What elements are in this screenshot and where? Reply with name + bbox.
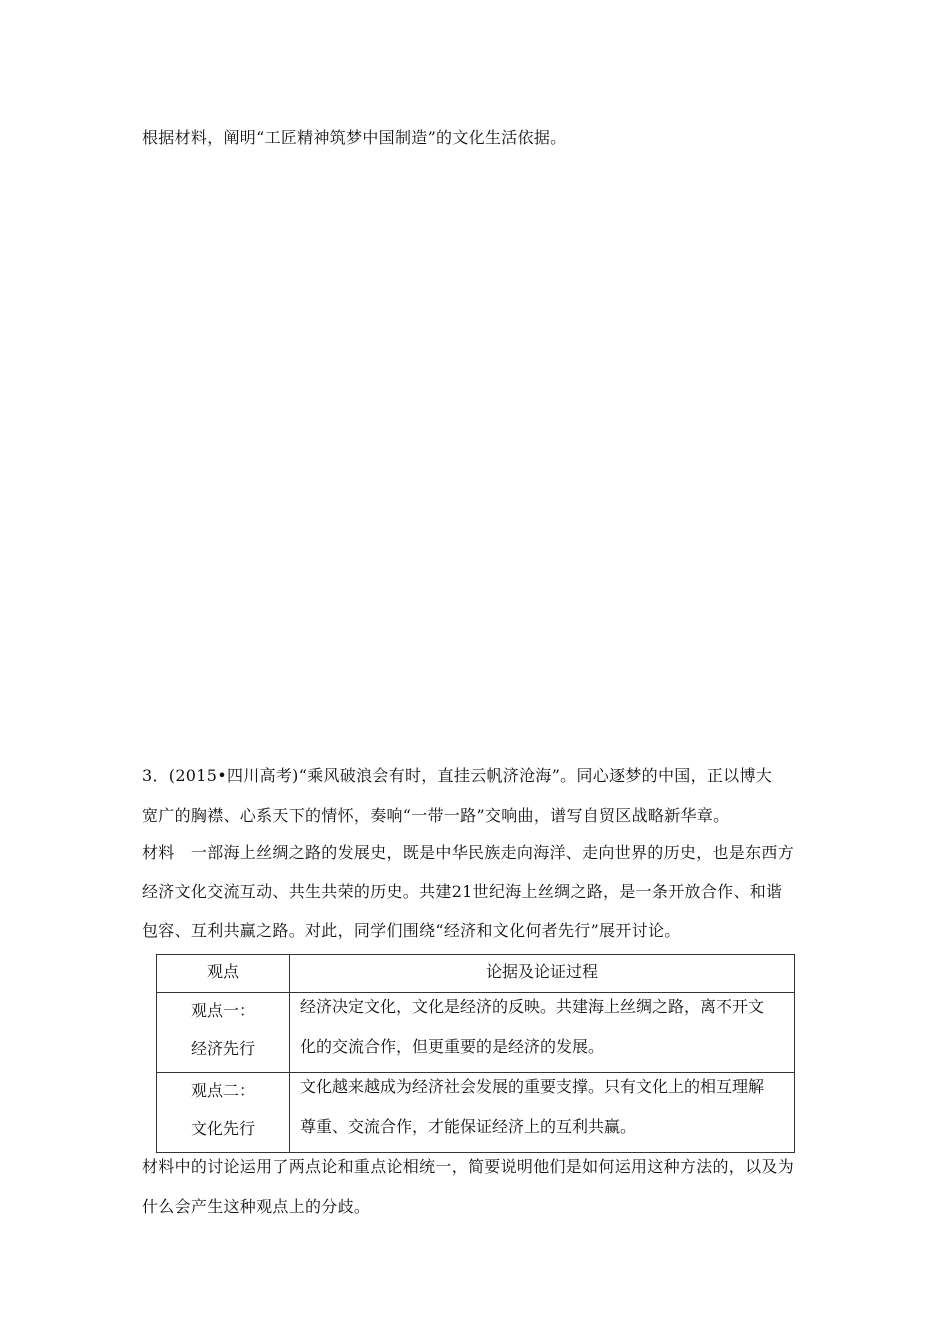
q3-material-line-1: 材料 一部海上丝绸之路的发展史，既是中华民族走向海洋、走向世界的历史，也是东西方 — [142, 843, 795, 862]
viewpoint-name: 经济先行 — [190, 1039, 255, 1058]
q2-prompt: 根据材料，阐明“工匠精神筑梦中国制造”的文化生活依据。 — [142, 128, 567, 147]
q3-material-line-2: 经济文化交流互动、共生共荣的历史。共建21世纪海上丝绸之路，是一条开放合作、和谐 — [142, 882, 783, 901]
argument-cell — [290, 1073, 795, 1153]
q3-intro-line-2: 宽广的胸襟、心系天下的情怀，奏响“一带一路”交响曲，谱写自贸区战略新华章。 — [142, 806, 730, 825]
argument-line: 文化越来越成为经济社会发展的重要支撑。只有文化上的相互理解 — [300, 1077, 765, 1096]
q3-question-line-2: 什么会产生这种观点上的分歧。 — [142, 1197, 371, 1216]
header-viewpoint: 观点 — [157, 955, 290, 993]
q3-intro-line-1: 3．(2015•四川高考)“乘风破浪会有时，直挂云帆济沧海”。同心逐梦的中国，正以博大 — [142, 766, 773, 785]
table-header-row — [157, 955, 795, 993]
argument-line: 经济决定文化，文化是经济的反映。共建海上丝绸之路，离不开文 — [300, 997, 765, 1016]
header-argument: 论据及论证过程 — [290, 955, 795, 993]
argument-line: 化的交流合作，但更重要的是经济的发展。 — [300, 1037, 605, 1056]
argument-cell — [290, 993, 795, 1073]
table-row — [157, 1073, 795, 1153]
q3-question-line-1: 材料中的讨论运用了两点论和重点论相统一，简要说明他们是如何运用这种方法的，以及为 — [142, 1157, 795, 1176]
table-row — [157, 993, 795, 1073]
viewpoint-label: 观点二： — [190, 1081, 255, 1100]
viewpoint-cell — [157, 993, 290, 1073]
viewpoints-table — [156, 954, 795, 1153]
q3-material-line-3: 包容、互利共赢之路。对此，同学们围绕“经济和文化何者先行”展开讨论。 — [142, 921, 681, 940]
viewpoint-name: 文化先行 — [190, 1119, 255, 1138]
argument-line: 尊重、交流合作，才能保证经济上的互利共赢。 — [300, 1117, 637, 1136]
viewpoint-label: 观点一： — [190, 1001, 255, 1020]
viewpoint-cell — [157, 1073, 290, 1153]
